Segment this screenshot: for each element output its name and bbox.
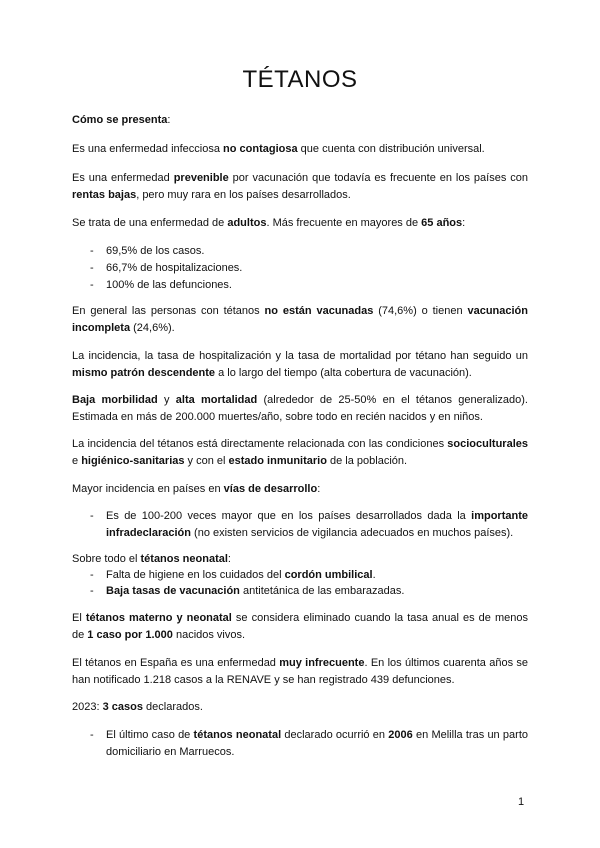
paragraph-9: Sobre todo el tétanos neonatal: <box>72 553 231 565</box>
paragraph-5: La incidencia, la tasa de hospitalización y la tasa de mortalidad por tétano han seguido un mismo patrón descendente a lo largo del tiempo (alta cobertura de vacunación). <box>72 350 528 379</box>
paragraph-12: 2023: 3 casos declarados. <box>72 701 203 713</box>
list-item: - Baja tasas de vacunación antitetánica de las embarazadas. <box>90 585 405 597</box>
list-item: - 66,7% de hospitalizaciones. <box>90 262 243 274</box>
page-number: 1 <box>518 796 525 808</box>
paragraph-8: Mayor incidencia en países en vías de desarrollo: <box>72 483 321 495</box>
paragraph-11: El tétanos en España es una enfermedad muy infrecuente. En los últimos cuarenta años se han notificado 1.218 casos a la RENAVE y se han registrado 439 defunciones. <box>72 657 528 686</box>
paragraph-7: La incidencia del tétanos está directamente relacionada con las condiciones socioculturales e higiénico-sanitarias y con el estado inmunitario de la población. <box>72 438 528 467</box>
paragraph-4: En general las personas con tétanos no están vacunadas (74,6%) o tienen vacunación incompleta (24,6%). <box>72 305 528 334</box>
list-item: - Es de 100-200 veces mayor que en los países desarrollados dada la importante infradeclaración (no existen servicios de vigilancia adecuados en muchos países). <box>90 510 528 539</box>
paragraph-3: Se trata de una enfermedad de adultos. Más frecuente en mayores de 65 años: <box>72 217 466 229</box>
section-heading: Cómo se presenta: <box>72 114 171 126</box>
paragraph-1: Es una enfermedad infecciosa no contagiosa que cuenta con distribución universal. <box>72 143 485 155</box>
list-item: - Falta de higiene en los cuidados del cordón umbilical. <box>90 569 376 581</box>
list-item: - 69,5% de los casos. <box>90 245 205 257</box>
paragraph-6: Baja morbilidad y alta mortalidad (alrededor de 25-50% en el tétanos generalizado). Estimada en más de 200.000 muertes/año, sobre todo en recién nacidos y en niños. <box>72 394 528 423</box>
heading-text: Cómo se presenta <box>72 114 168 126</box>
paragraph-2: Es una enfermedad prevenible por vacunación que todavía es frecuente en los países con rentas bajas, pero muy rara en los países desarrollados. <box>72 172 528 201</box>
page-title: TÉTANOS <box>242 66 358 93</box>
list-item: - 100% de las defunciones. <box>90 279 232 291</box>
paragraph-10: El tétanos materno y neonatal se considera eliminado cuando la tasa anual es de menos de 1 caso por 1.000 nacidos vivos. <box>72 612 528 641</box>
list-item: - El último caso de tétanos neonatal declarado ocurrió en 2006 en Melilla tras un parto domiciliario en Marruecos. <box>90 729 528 758</box>
